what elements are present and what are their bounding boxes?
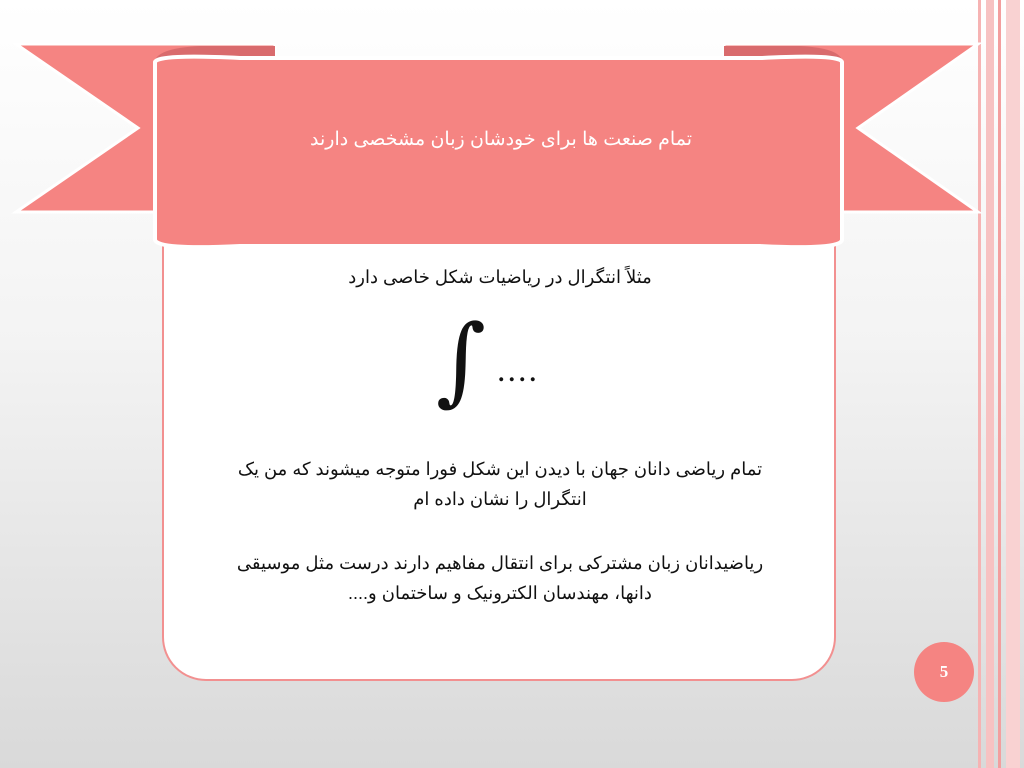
ribbon-main [155, 57, 842, 247]
page-number-badge [914, 642, 974, 702]
paragraph1-line1: تمام ریاضی دانان جهان با دیدن این شکل فورا متوجه میشوند که من یک [237, 459, 763, 479]
paragraph2-line2: دانها، مهندسان الکترونیک و ساختمان و.... [348, 583, 652, 603]
page-number: 5 [939, 662, 949, 681]
integral-symbol: ∫ [436, 304, 487, 416]
paragraph1-line2: انتگرال را نشان داده ام [413, 489, 587, 509]
integral-dots: .... [497, 352, 539, 389]
slide-title: تمام صنعت ها برای خودشان زبان مشخصی دارند [310, 129, 692, 150]
paragraph2-line1: ریاضیدانان زبان مشترکی برای انتقال مفاهیم دارند درست مثل موسیقی [236, 553, 764, 573]
intro-line: مثلاً انتگرال در ریاضیات شکل خاصی دارد [348, 267, 652, 287]
